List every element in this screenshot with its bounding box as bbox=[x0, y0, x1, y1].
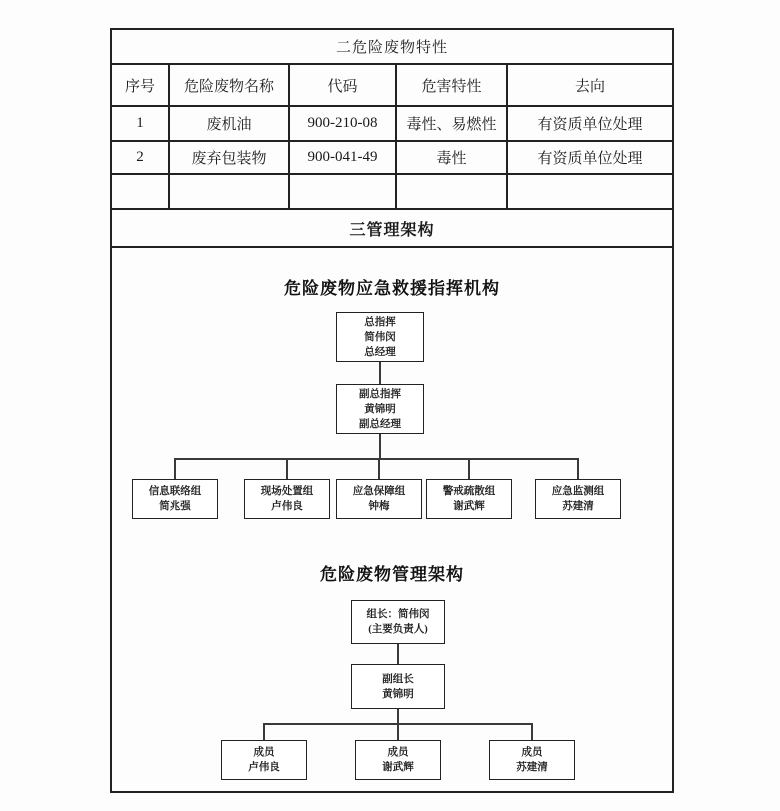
member-box bbox=[355, 740, 441, 780]
group-name: 信息联络组 bbox=[148, 486, 202, 497]
table-header-row bbox=[111, 64, 673, 106]
cell-code: 900-041-49 bbox=[289, 141, 396, 174]
cell-destination: 有资质单位处理 bbox=[507, 141, 673, 174]
cell-hazard: 毒性、易燃性 bbox=[396, 106, 507, 141]
org-charts-area bbox=[111, 247, 673, 792]
member-role: 成员 bbox=[521, 747, 543, 758]
hazardous-waste-table bbox=[110, 28, 674, 793]
cell-code bbox=[289, 174, 396, 209]
group-name: 应急保障组 bbox=[352, 486, 406, 497]
table-row-empty bbox=[111, 174, 673, 209]
deputy-commander-title: 副总经理 bbox=[359, 418, 401, 430]
table-row bbox=[111, 141, 673, 174]
group-member: 苏建清 bbox=[562, 501, 594, 512]
connector-line bbox=[175, 458, 579, 460]
connector-line bbox=[378, 458, 380, 479]
group-box-support bbox=[336, 479, 422, 519]
commander-box bbox=[336, 312, 424, 362]
column-header-destination: 去向 bbox=[507, 64, 673, 106]
deputy-commander-role: 副总指挥 bbox=[359, 388, 401, 400]
member-box bbox=[489, 740, 575, 780]
deputy-commander-box bbox=[336, 384, 424, 434]
column-header-code: 代码 bbox=[289, 64, 396, 106]
deputy-commander-name: 黄锦明 bbox=[364, 403, 396, 415]
management-chart-title: 危险废物管理架构 bbox=[320, 565, 465, 584]
leader-role-name: 组长：简伟闵 bbox=[366, 609, 430, 620]
connector-line bbox=[397, 723, 399, 740]
member-name: 卢伟良 bbox=[248, 762, 280, 773]
group-box-onsite bbox=[244, 479, 330, 519]
table-row bbox=[111, 106, 673, 141]
column-header-waste-name: 危险废物名称 bbox=[169, 64, 289, 106]
group-name: 现场处置组 bbox=[260, 486, 314, 497]
deputy-leader-role: 副组长 bbox=[382, 673, 414, 685]
group-box-evacuation bbox=[426, 479, 512, 519]
deputy-leader-name: 黄锦明 bbox=[382, 688, 414, 700]
cell-destination bbox=[507, 174, 673, 209]
connector-line bbox=[174, 458, 176, 479]
leader-note: (主要负责人) bbox=[368, 624, 428, 635]
group-name: 警戒疏散组 bbox=[442, 486, 496, 497]
section-title-management: 三管理架构 bbox=[111, 209, 673, 247]
group-box-information bbox=[132, 479, 218, 519]
commander-name: 简伟闵 bbox=[364, 331, 396, 343]
connector-line bbox=[577, 458, 579, 479]
commander-title: 总经理 bbox=[364, 346, 396, 358]
group-member: 卢伟良 bbox=[271, 501, 303, 512]
commander-role: 总指挥 bbox=[364, 316, 396, 328]
member-name: 谢武辉 bbox=[382, 762, 414, 773]
connector-line bbox=[263, 723, 265, 740]
connector-line bbox=[379, 362, 381, 384]
cell-hazard bbox=[396, 174, 507, 209]
emergency-chart-title: 危险废物应急救援指挥机构 bbox=[284, 279, 501, 298]
connector-line bbox=[531, 723, 533, 740]
cell-waste-name bbox=[169, 174, 289, 209]
connector-line bbox=[397, 709, 399, 723]
member-box bbox=[221, 740, 307, 780]
group-member: 钟梅 bbox=[368, 501, 390, 512]
member-role: 成员 bbox=[387, 747, 409, 758]
column-header-no: 序号 bbox=[111, 64, 169, 106]
cell-no bbox=[111, 174, 169, 209]
table-title: 二危险废物特性 bbox=[111, 29, 673, 64]
leader-box bbox=[351, 600, 445, 644]
member-role: 成员 bbox=[253, 747, 275, 758]
cell-no: 2 bbox=[111, 141, 169, 174]
group-member: 简兆强 bbox=[159, 501, 191, 512]
group-box-monitoring bbox=[535, 479, 621, 519]
cell-waste-name: 废机油 bbox=[169, 106, 289, 141]
cell-no: 1 bbox=[111, 106, 169, 141]
connector-line bbox=[468, 458, 470, 479]
group-name: 应急监测组 bbox=[551, 486, 605, 497]
column-header-hazard: 危害特性 bbox=[396, 64, 507, 106]
cell-waste-name: 废弃包装物 bbox=[169, 141, 289, 174]
connector-line bbox=[286, 458, 288, 479]
group-member: 谢武辉 bbox=[453, 501, 485, 512]
cell-code: 900-210-08 bbox=[289, 106, 396, 141]
member-name: 苏建清 bbox=[516, 762, 548, 773]
cell-destination: 有资质单位处理 bbox=[507, 106, 673, 141]
cell-hazard: 毒性 bbox=[396, 141, 507, 174]
deputy-leader-box bbox=[351, 664, 445, 709]
connector-line bbox=[397, 644, 399, 664]
connector-line bbox=[379, 434, 381, 458]
connector-line bbox=[264, 723, 533, 725]
